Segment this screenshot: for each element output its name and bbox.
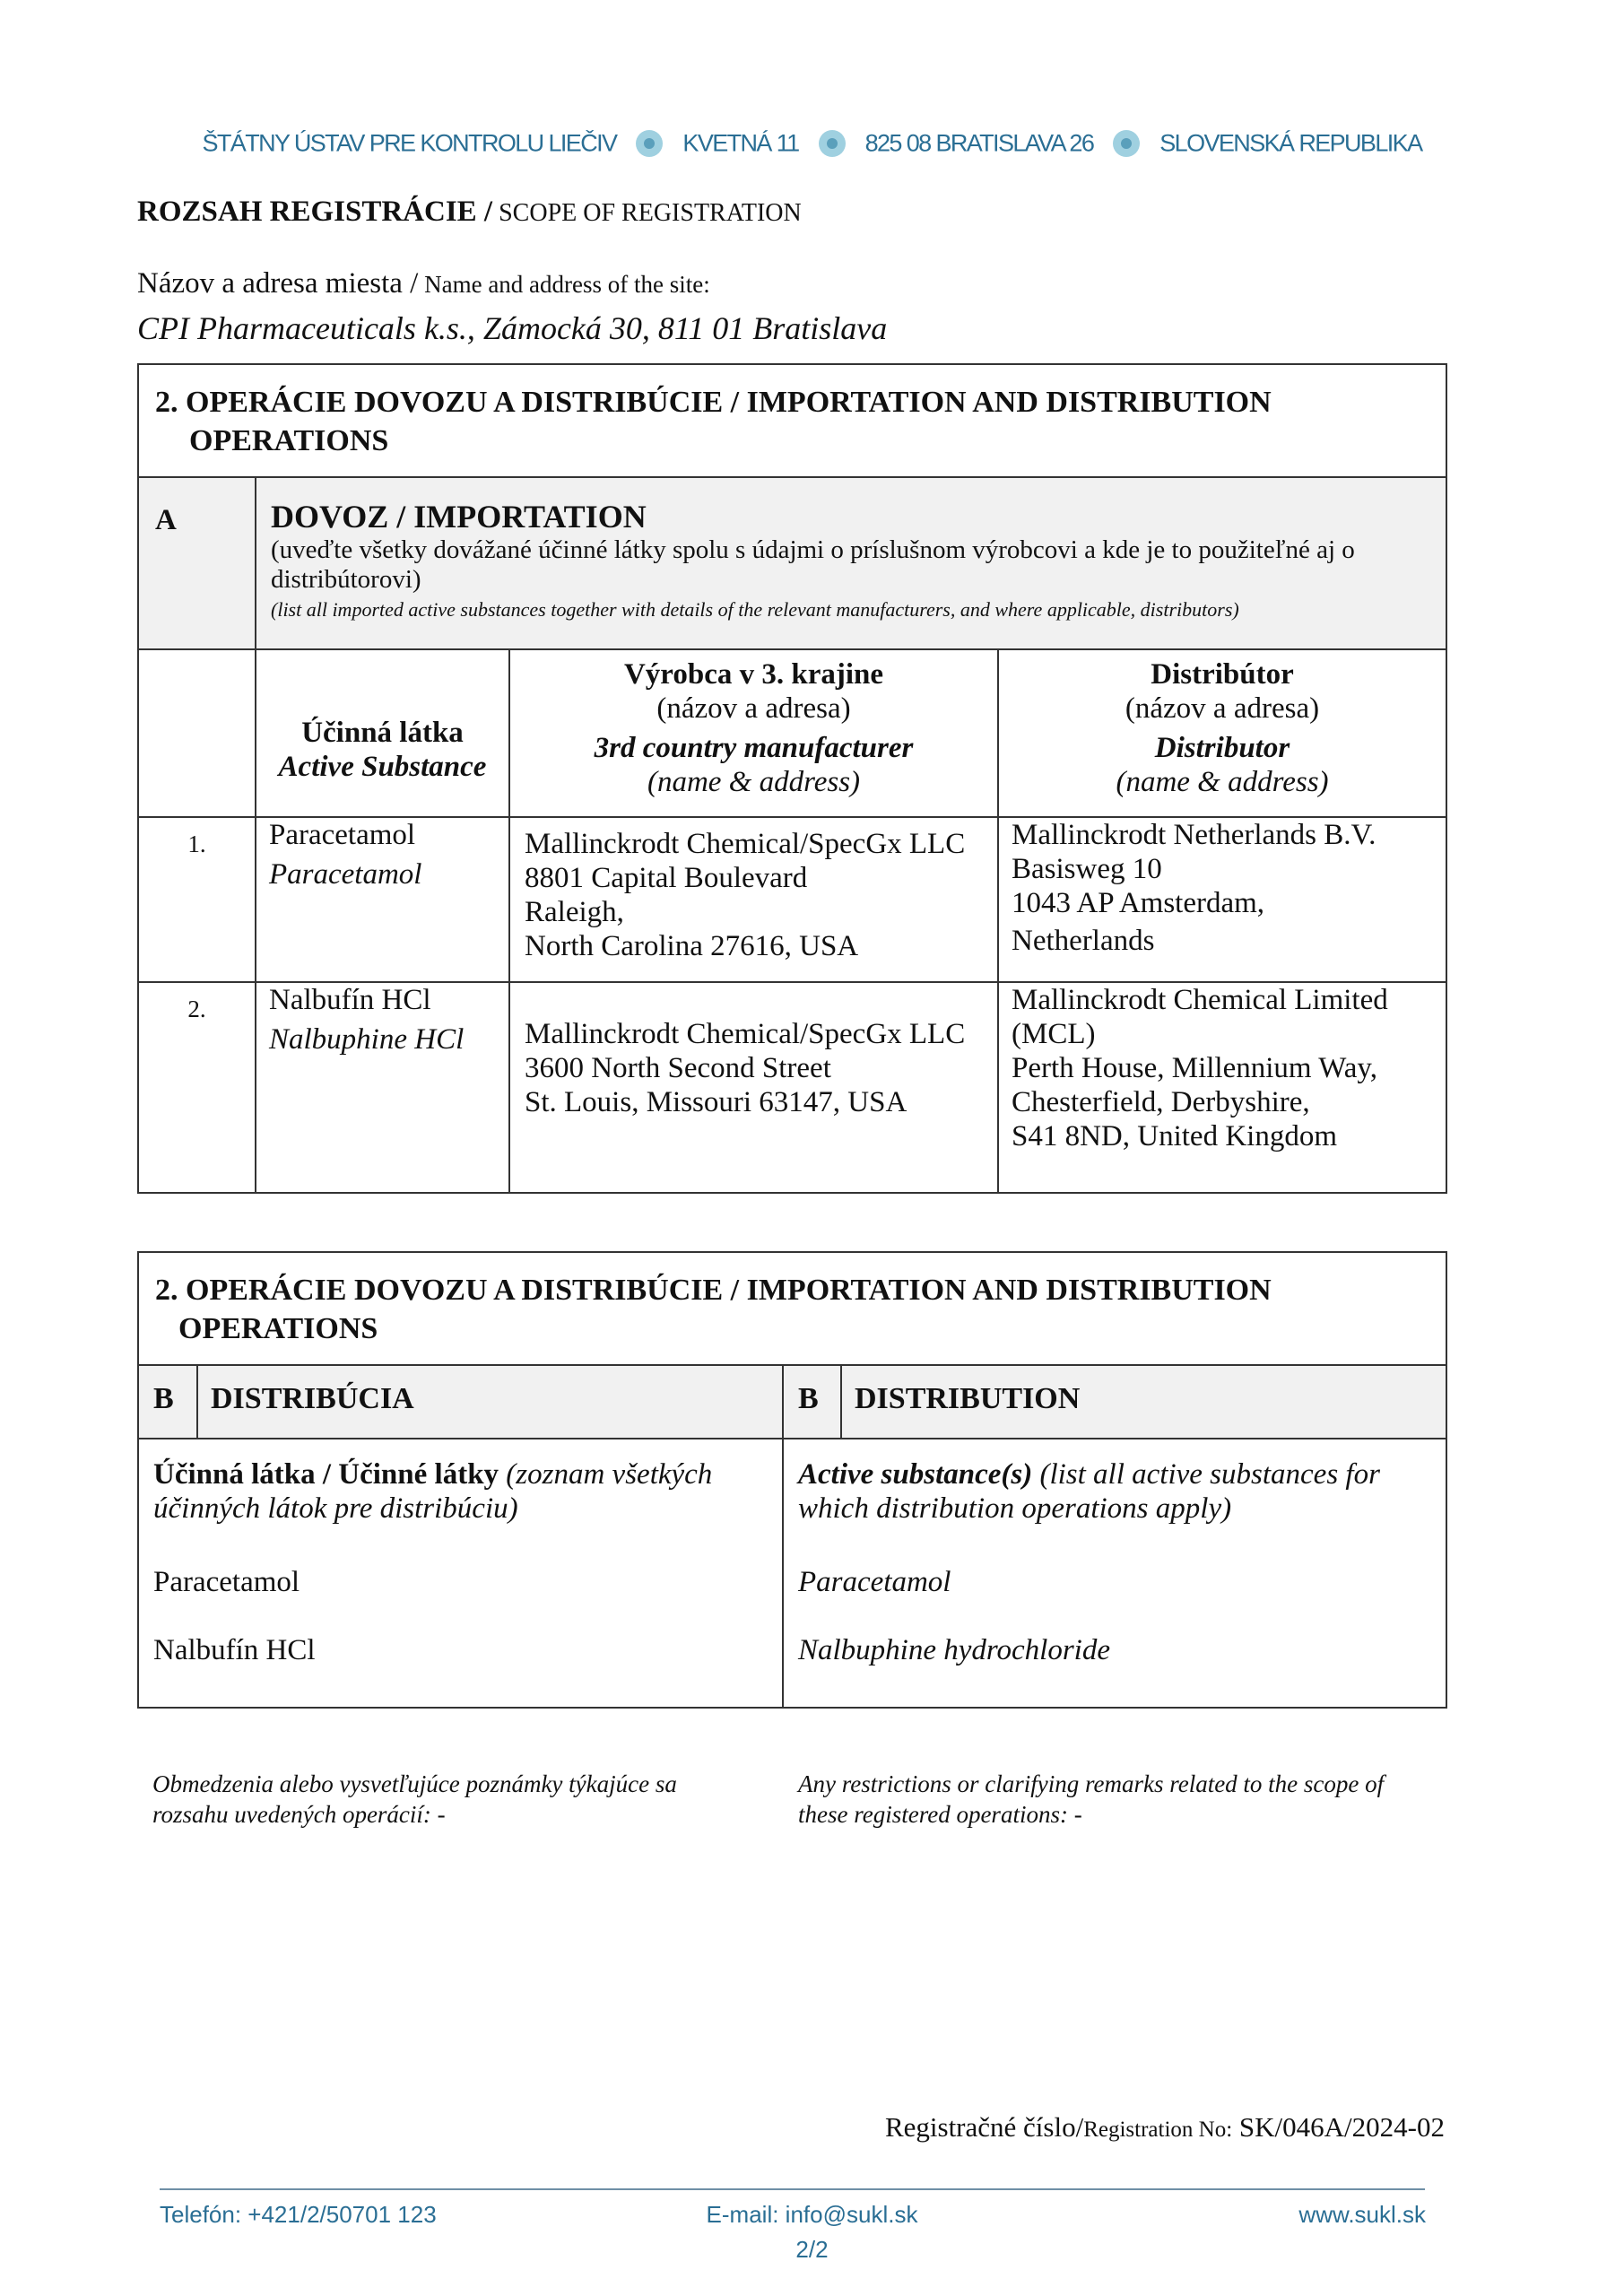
registration-label-en: Registration No:: [1083, 2118, 1233, 2142]
registration-value: SK/046A/2024-02: [1232, 2111, 1445, 2143]
importation-table: [137, 363, 1447, 1194]
distribution-label-en: [798, 1457, 1431, 1547]
list-item: Nalbufín HCl: [153, 1634, 316, 1666]
distributor-cell: [998, 817, 1446, 982]
list-item: Nalbuphine hydrochloride: [798, 1634, 1110, 1666]
distributor-header-cell: [998, 649, 1446, 817]
section-b-letter-en: B: [783, 1365, 841, 1439]
bullet-dot-icon: [1113, 130, 1140, 157]
distribution-en-cell: [783, 1439, 1446, 1708]
mfr-line: Mallinckrodt Chemical/SpecGx LLC: [525, 1018, 966, 1050]
num-header-cell: [138, 649, 256, 817]
col-mfr-en: 3rd country manufacturer: [594, 732, 914, 764]
substance-cell: [256, 982, 509, 1193]
manufacturer-cell: [509, 817, 998, 982]
section-a-heading-cell: [256, 477, 1446, 649]
substance-sk: Paracetamol: [269, 819, 416, 851]
bullet-dot-icon: [636, 130, 663, 157]
substance-header-cell: [256, 649, 509, 817]
col-mfr-en-sub: (name & address): [647, 766, 861, 798]
distribution-table: [137, 1251, 1447, 1709]
section-a-title-line1: 2. OPERÁCIE DOVOZU A DISTRIBÚCIE / IMPORTATION AND DISTRIBUTION: [155, 386, 1272, 419]
substance-sk: Nalbufín HCl: [269, 984, 431, 1016]
label-sk-bold: Účinná látka / Účinné látky: [153, 1458, 499, 1491]
label-sk-italic: (zoznam všetkých účinných látok pre distribúciu): [153, 1458, 713, 1525]
list-item: Paracetamol: [153, 1566, 300, 1598]
site-label-en: Name and address of the site:: [418, 271, 710, 298]
label-en-bold: Active substance(s): [798, 1458, 1033, 1491]
row-number: 2.: [138, 982, 256, 1193]
remarks-sk: Obmedzenia alebo vysvetľujúce poznámky týkajúce sa rozsahu uvedených operácií: -: [152, 1770, 677, 1828]
header-street: KVETNÁ 11: [682, 129, 799, 157]
substance-en: Nalbuphine HCl: [269, 1023, 465, 1056]
dist-line: 1043 AP Amsterdam,: [1012, 887, 1265, 919]
mfr-line: North Carolina 27616, USA: [525, 930, 859, 962]
bullet-dot-icon: [819, 130, 846, 157]
col-substance-sk: Účinná látka: [301, 717, 464, 749]
mfr-line: 8801 Capital Boulevard: [525, 862, 808, 894]
substance-cell: [256, 817, 509, 982]
section-a-note-en: (list all imported active substances together with details of the relevant manufacturers, and where applicable, distributors): [271, 598, 1239, 621]
remarks-en: Any restrictions or clarifying remarks related to the scope of these registered operations: -: [798, 1770, 1385, 1828]
mfr-line: St. Louis, Missouri 63147, USA: [525, 1086, 908, 1118]
distribution-sk-cell: [138, 1439, 783, 1708]
table-row: [138, 817, 1446, 982]
header-country: SLOVENSKÁ REPUBLIKA: [1159, 129, 1422, 157]
section-b-title: [138, 1252, 1446, 1365]
dist-line: Netherlands: [1012, 925, 1155, 957]
footer-web[interactable]: www.sukl.sk: [1298, 2201, 1426, 2228]
section-a-title-line2: OPERATIONS: [189, 424, 389, 457]
mfr-line: Mallinckrodt Chemical/SpecGx LLC: [525, 828, 966, 860]
dist-line: Perth House, Millennium Way,: [1012, 1052, 1377, 1084]
col-dist-en: Distributor: [1154, 732, 1290, 764]
row-number: 1.: [138, 817, 256, 982]
col-dist-sk: Distribútor: [1151, 658, 1294, 691]
institution-header: [0, 128, 1624, 157]
title-sk: ROZSAH REGISTRÁCIE /: [137, 196, 493, 228]
table-row: [138, 982, 1446, 1193]
substance-en: Paracetamol: [269, 858, 422, 891]
col-substance-en: Active Substance: [278, 751, 487, 783]
section-a-title: [138, 364, 1446, 477]
dist-line: Mallinckrodt Chemical Limited: [1012, 984, 1388, 1016]
dist-line: Mallinckrodt Netherlands B.V.: [1012, 819, 1376, 851]
list-item: Paracetamol: [798, 1566, 951, 1598]
registration-label-sk: Registračné číslo/: [884, 2111, 1084, 2143]
section-b-heading-sk: DISTRIBÚCIA: [197, 1365, 783, 1439]
section-a-letter: A: [138, 477, 256, 649]
page-number: 2/2: [795, 2236, 829, 2263]
header-city: 825 08 BRATISLAVA 26: [864, 129, 1094, 157]
dist-line: Chesterfield, Derbyshire,: [1012, 1086, 1310, 1118]
manufacturer-header-cell: [509, 649, 998, 817]
manufacturer-cell: [509, 982, 998, 1193]
document-title: [137, 196, 802, 229]
title-en: SCOPE OF REGISTRATION: [492, 199, 802, 227]
registration-number: [885, 2111, 1445, 2144]
section-b-heading-en: DISTRIBUTION: [841, 1365, 1446, 1439]
dist-line: Basisweg 10: [1012, 853, 1162, 885]
col-mfr-sk: Výrobca v 3. krajine: [623, 658, 884, 691]
col-dist-en-sub: (name & address): [1116, 766, 1329, 798]
label-en-italic: (list all active substances for which distribution operations apply): [798, 1458, 1380, 1525]
footer-phone: Telefón: +421/2/50701 123: [160, 2201, 437, 2228]
dist-line: (MCL): [1012, 1018, 1096, 1050]
distribution-label-sk: [153, 1457, 768, 1547]
site-label: [137, 267, 710, 300]
footer-email: E-mail: info@sukl.sk: [706, 2201, 918, 2228]
mfr-line: 3600 North Second Street: [525, 1052, 831, 1084]
section-b-title-line2: OPERATIONS: [178, 1312, 378, 1345]
dist-line: S41 8ND, United Kingdom: [1012, 1120, 1337, 1152]
distributor-cell: [998, 982, 1446, 1193]
col-mfr-sk-sub: (názov a adresa): [656, 692, 851, 725]
section-a-heading: DOVOZ / IMPORTATION: [271, 499, 647, 535]
section-b-title-line1: 2. OPERÁCIE DOVOZU A DISTRIBÚCIE / IMPORTATION AND DISTRIBUTION: [155, 1274, 1272, 1307]
section-b-letter-sk: B: [138, 1365, 197, 1439]
footer-divider: [160, 2188, 1425, 2190]
mfr-line: Raleigh,: [525, 896, 624, 928]
section-a-note-sk: (uveďte všetky dovážané účinné látky spolu s údajmi o príslušnom výrobcovi a kde je to použiteľné aj o distribútorovi): [271, 535, 1355, 594]
site-value: CPI Pharmaceuticals k.s., Zámocká 30, 811 01 Bratislava: [137, 310, 888, 346]
site-label-sk: Názov a adresa miesta /: [137, 267, 419, 300]
header-org: ŠTÁTNY ÚSTAV PRE KONTROLU LIEČIV: [202, 129, 617, 157]
col-dist-sk-sub: (názov a adresa): [1125, 692, 1320, 725]
